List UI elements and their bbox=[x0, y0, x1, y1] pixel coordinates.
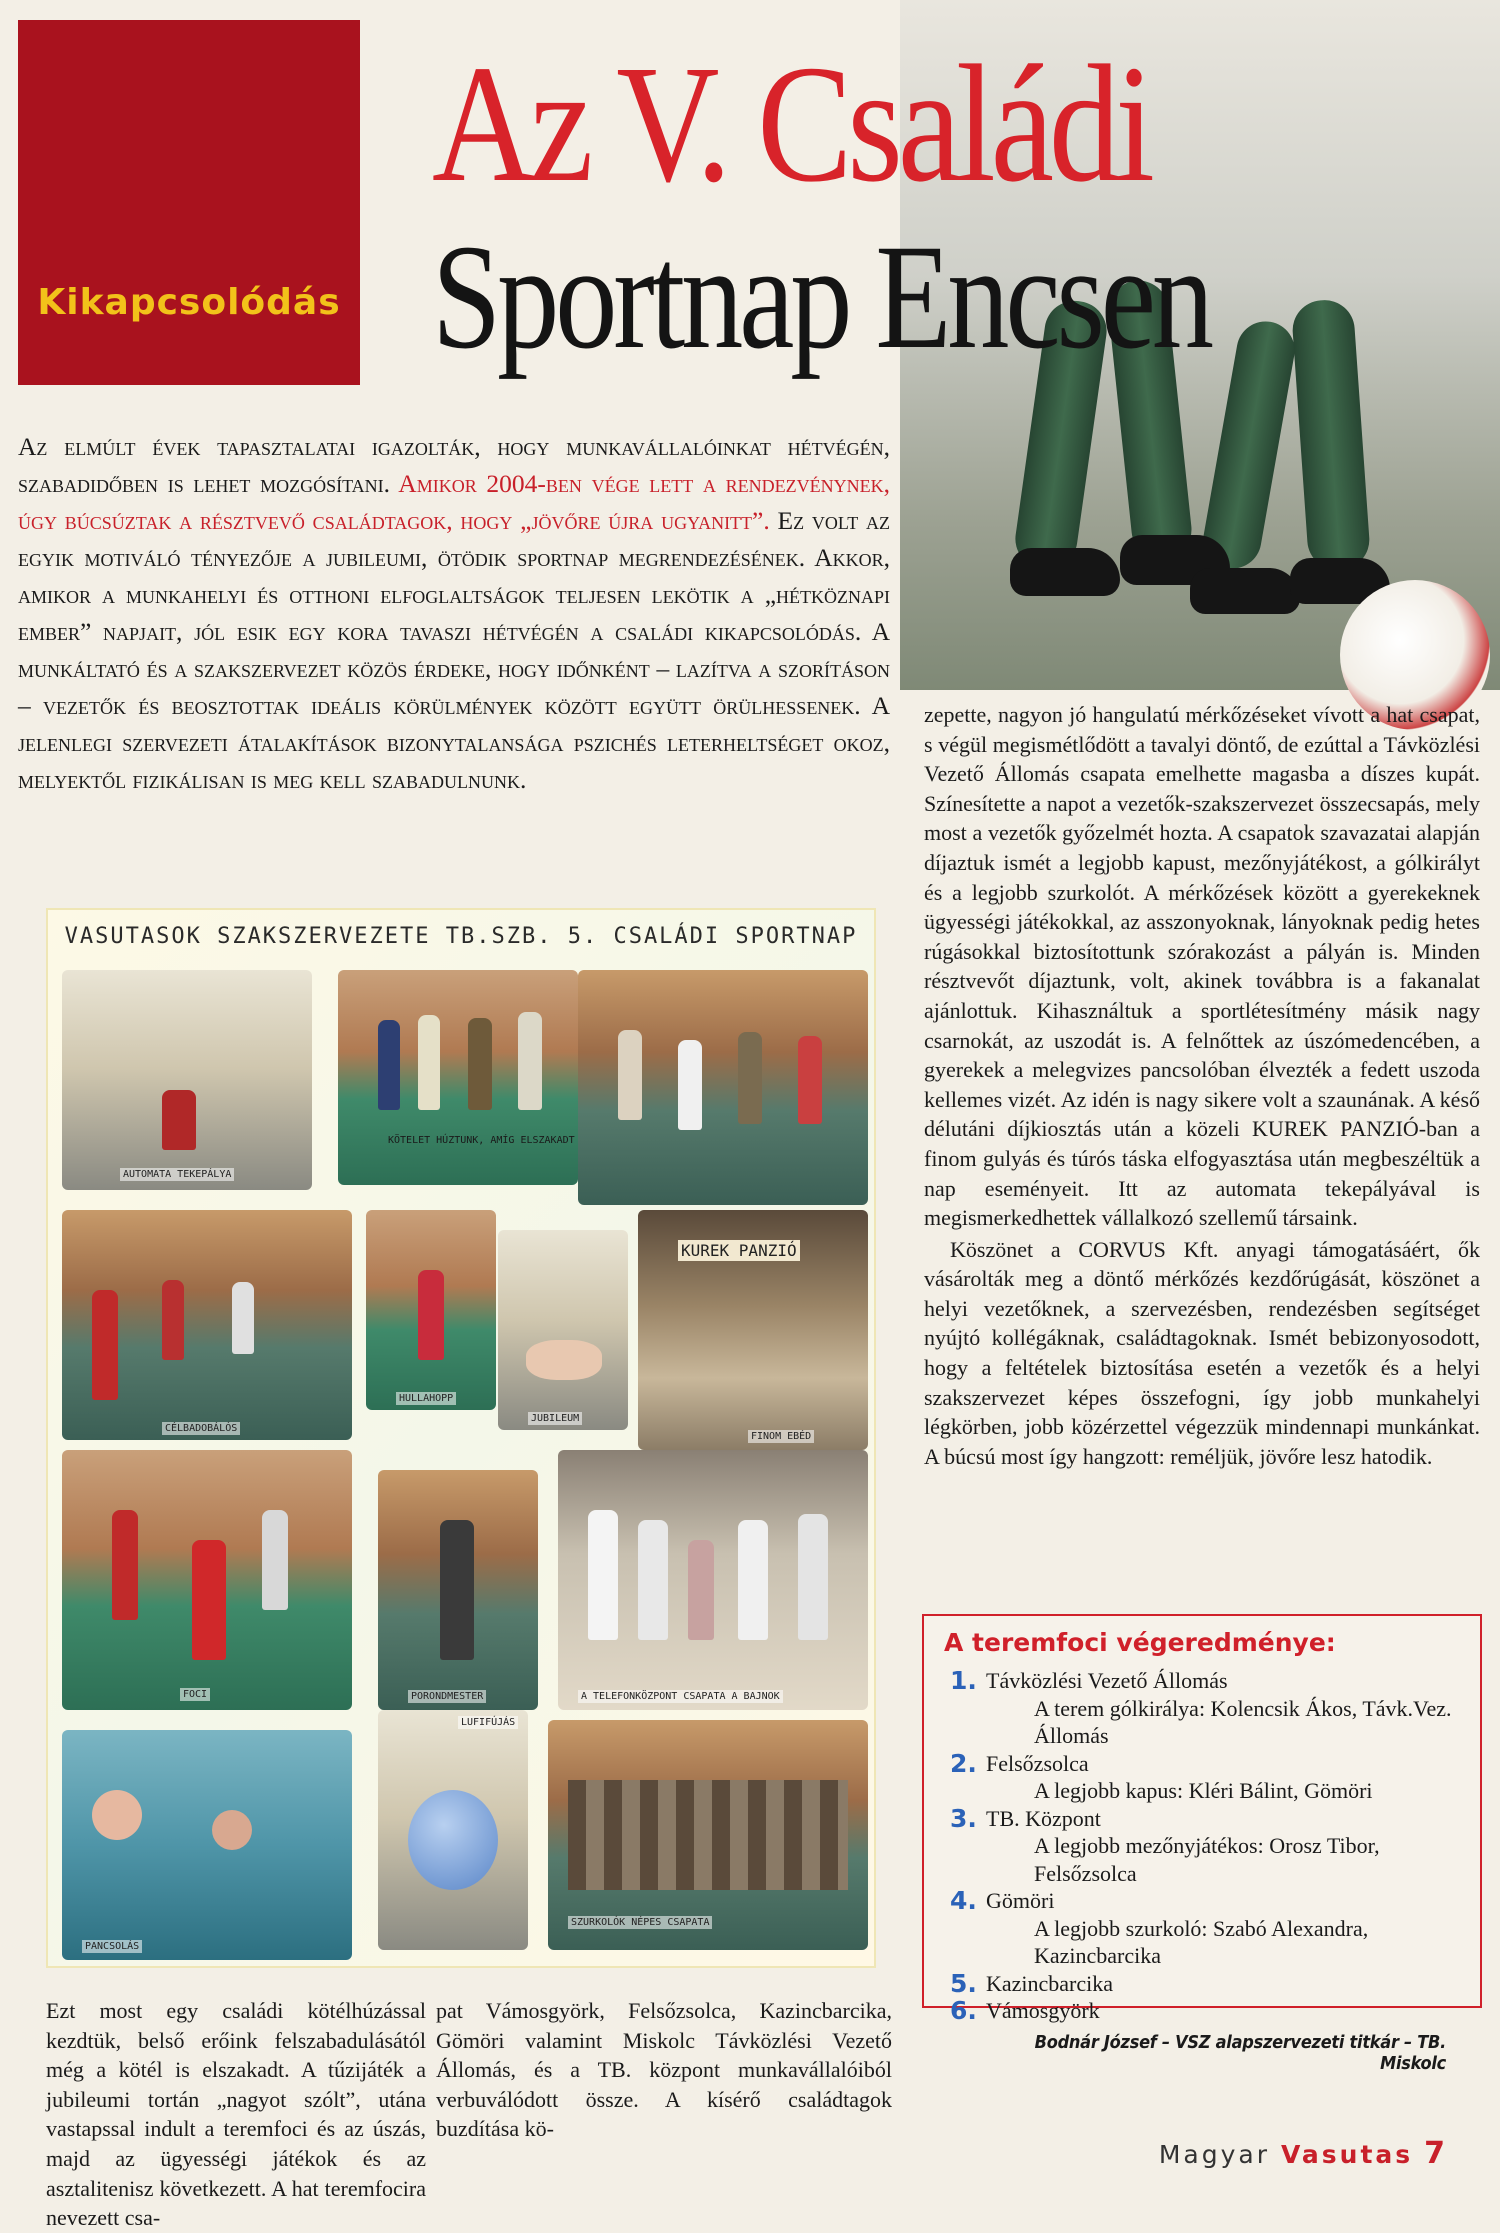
body-column-2: pat Vámosgyörk, Felsőzsolca, Kazincbarcika, Gömöri valamint Miskolc Távközlési Vezető Állomás, és a TB. központ munkavállalóiból verbuválódott össze. A kísérő családtagok buzdítása kö- bbox=[436, 1998, 892, 2142]
caption-finom-ebed: FINOM EBÉD bbox=[748, 1430, 814, 1443]
award-text: A legjobb szurkoló: Szabó Alexandra, Kazincbarcika bbox=[1034, 1915, 1369, 1968]
headline-line1: Az V. Családi bbox=[432, 31, 1150, 217]
leg-shape bbox=[1199, 317, 1300, 573]
result-item bbox=[950, 1997, 1480, 2025]
team-name: Kazincbarcika bbox=[986, 1970, 1114, 1996]
person-figure bbox=[112, 1510, 138, 1620]
shoe-shape bbox=[1010, 548, 1120, 596]
person-figure bbox=[798, 1036, 822, 1124]
team-name bbox=[986, 1805, 1480, 1888]
team-label: Távközlési Vezető Állomás bbox=[986, 1668, 1228, 1693]
photo-telefonkozpont-csapat bbox=[558, 1450, 868, 1710]
person-figure bbox=[162, 1090, 196, 1150]
caption-hullahopp: HULLAHOPP bbox=[396, 1392, 456, 1405]
person-figure bbox=[92, 1290, 118, 1400]
result-item bbox=[950, 1970, 1480, 1998]
person-figure bbox=[798, 1514, 828, 1640]
photo-porondmester bbox=[378, 1470, 538, 1710]
magazine-name: Magyar bbox=[1158, 2140, 1270, 2169]
crowd-shape bbox=[568, 1780, 848, 1890]
person-figure bbox=[262, 1510, 288, 1610]
team-name bbox=[986, 1887, 1480, 1970]
caption-foci: FOCI bbox=[180, 1688, 210, 1701]
award-text: A legjobb kapus: Kléri Bálint, Gömöri bbox=[1034, 1778, 1373, 1803]
rank-number: 6. bbox=[950, 1996, 977, 2025]
award-text: A terem gólkirálya: Kolencsik Ákos, Távk.Vez. Állomás bbox=[1034, 1695, 1452, 1748]
result-item bbox=[950, 1805, 1480, 1888]
person-figure bbox=[678, 1040, 702, 1130]
person-figure bbox=[468, 1018, 492, 1110]
person-figure bbox=[638, 1520, 668, 1640]
person-figure bbox=[378, 1020, 400, 1110]
photo-kotelhuzas-2 bbox=[578, 970, 868, 1205]
team-name: Vámosgyörk bbox=[986, 1998, 1100, 2023]
team-label: TB. Központ bbox=[986, 1805, 1101, 1831]
body-paragraph: zepette, nagyon jó hangulatú mérkőzéseket vívott a hat csapat, s végül megismétlődött a tavalyi döntő, de ezúttal a Távközlési Vezető Állomás csapata emelhette magasba a díszes kupát. Színesítette a napot a vezetők-szakszervezet összecsapás, mely most a vezetők győzelmét hozta. A csapatok szavazatai alapján díjaztuk ismét a legjobb kapust, mezőnyjátékost, a gólkirályt és a legjobb szurkolót. A mérkőzések között a gyerekeknek ügyességi játékokkal, az asszonyoknak, lányoknak pedig hetes rúgásokkal biztosítottunk szórakozást a pályán is. Minden résztvevőt díjaztunk, volt, akinek továbbra is a fakanalat ajánlottuk. Kihasználtuk a sportlétesítmény másik nagy csarnokát, az uszodát is. A felnőttek az úszómedencében, a gyerekek a melegvizes pancsolóban élvezték a fedett uszoda kellemes vizét. Az idén is nagy sikere volt a szaunának. A késő délutáni díjkiosztás után a közeli KUREK PANZIÓ-ban a finom gulyás és túrós táska elfogyasztása után megbeszéltük a nap eseményeit. Itt az automata tekepályával is megismerkedhettek vállalkozó szellemű társaink. bbox=[924, 702, 1480, 1231]
person-head bbox=[92, 1790, 142, 1840]
section-box bbox=[18, 20, 360, 385]
section-kicker: Kikapcsolódás bbox=[37, 282, 341, 323]
lead-highlight: Amikor 2004-ben vége lett a rendezvénynek, úgy búcsúztak a résztvevő családtagok, hogy „jövőre újra ugyanitt”. bbox=[18, 469, 890, 535]
page-footer bbox=[1159, 2136, 1448, 2171]
caption-telefonkozpont: A TELEFONKÖZPONT CSAPATA A BAJNOK bbox=[578, 1690, 783, 1703]
leg-shape bbox=[1291, 298, 1372, 572]
rank-number: 2. bbox=[950, 1748, 977, 1778]
photo-jubileum bbox=[498, 1230, 628, 1430]
body-paragraph: Köszönet a CORVUS Kft. anyagi támogatásáért, ők vásárolták meg a döntő mérkőzés kezdőrúgását, köszönet a helyi vezetőknek, a szervezésben, rendezésben segítséget nyújtó kollégáknak, családtagoknak. Ismét bebizonyosodott, hogy a feltételek biztosítása esetén a vezetők és a helyi szakszervezet képes összefogni, így jobb munkahelyi légkörben, jobb közérzettel végezzük mindennapi munkánkat. A búcsú most így hangzott: reméljük, jövőre lesz hatodik. bbox=[924, 1236, 1480, 1469]
photo-szurkolok bbox=[548, 1720, 868, 1950]
result-item bbox=[950, 1750, 1480, 1805]
lead-paragraph bbox=[18, 428, 890, 798]
person-head bbox=[212, 1810, 252, 1850]
balloon-shape bbox=[408, 1790, 498, 1890]
team-name bbox=[986, 1667, 1480, 1750]
rank-number: 1. bbox=[950, 1666, 977, 1695]
author-byline: Bodnár József – VSZ alapszervezeti titkár – TB. Miskolc bbox=[1034, 2032, 1446, 2074]
team-name bbox=[986, 1750, 1480, 1805]
person-figure bbox=[162, 1280, 184, 1360]
photo-kotelhuzas bbox=[338, 970, 578, 1185]
result-item bbox=[950, 1667, 1480, 1750]
results-box bbox=[922, 1614, 1482, 2025]
body-column-3 bbox=[924, 700, 1480, 1471]
rank-number: 3. bbox=[950, 1803, 977, 1833]
headline-line2: Sportnap Encsen bbox=[432, 214, 1210, 380]
caption-jubileum: JUBILEUM bbox=[528, 1412, 582, 1425]
photo-hullahopp bbox=[366, 1210, 496, 1410]
person-figure bbox=[418, 1015, 440, 1110]
photo-celbadobas bbox=[62, 1210, 352, 1440]
photo-foci bbox=[62, 1450, 352, 1710]
team-label: Felsőzsolca bbox=[986, 1750, 1089, 1776]
lead-text-rest: Ez volt az egyik motiváló tényezője a jubileumi, ötödik sportnap megrendezésének. Akkor, amikor a munkahelyi és otthoni elfoglaltságok teljesen lekötik a „hétköznapi ember” napjait, jól esik egy kora tavaszi hétvégén a családi kikapcsolódás. A munkáltató és a szakszervezet közös érdeke, hogy időnként – lazítva a szorításon – vezetők és beosztottak ideális körülmények között együtt örülhessenek. A jelenlegi szervezeti átalakítások bizonytalansága pszichés leterheltséget okoz, melyektől fizikálisan is meg kell szabadulnunk. bbox=[18, 506, 890, 794]
person-figure bbox=[588, 1510, 618, 1640]
caption-kotel: KÖTELET HÚZTUNK, AMÍG ELSZAKADT bbox=[388, 1135, 575, 1146]
results-title: A teremfoci végeredménye: bbox=[944, 1628, 1336, 1657]
cake-shape bbox=[526, 1340, 602, 1380]
caption-szurkolok: SZURKOLÓK NÉPES CSAPATA bbox=[568, 1916, 712, 1929]
rank-number: 5. bbox=[950, 1968, 977, 1998]
person-figure bbox=[192, 1540, 226, 1660]
caption-celbadobas: CÉLBADOBÁLÓS bbox=[162, 1422, 240, 1435]
person-figure bbox=[688, 1540, 714, 1640]
person-figure bbox=[738, 1520, 768, 1640]
results-list bbox=[950, 1667, 1480, 2025]
person-figure bbox=[418, 1270, 444, 1360]
photo-tekepalya bbox=[62, 970, 312, 1190]
person-figure bbox=[440, 1520, 474, 1660]
shoe-shape bbox=[1190, 568, 1300, 614]
magazine-name-accent: Vasutas bbox=[1280, 2140, 1414, 2169]
team-label: Gömöri bbox=[986, 1888, 1055, 1913]
photo-kurek-panzio bbox=[638, 1210, 868, 1450]
person-figure bbox=[518, 1012, 542, 1110]
person-figure bbox=[232, 1282, 254, 1354]
panzio-sign: KUREK PANZIÓ bbox=[678, 1240, 800, 1261]
rank-number: 4. bbox=[950, 1886, 977, 1915]
caption-lufifujas: LUFIFÚJÁS bbox=[458, 1716, 518, 1729]
caption-tekepalya: AUTOMATA TEKEPÁLYA bbox=[120, 1168, 234, 1181]
photo-lufifujas bbox=[378, 1710, 528, 1950]
person-figure bbox=[738, 1032, 762, 1124]
caption-pancsolas: PANCSOLÁS bbox=[82, 1940, 142, 1953]
award-text: A legjobb mezőnyjátékos: Orosz Tibor, Felsőzsolca bbox=[1034, 1833, 1380, 1886]
result-item bbox=[950, 1887, 1480, 1970]
photo-collage bbox=[46, 908, 876, 1968]
collage-title: VASUTASOK SZAKSZERVEZETE TB.SZB. 5. CSALÁDI SPORTNAP bbox=[64, 924, 858, 949]
photo-pancsolas bbox=[62, 1730, 352, 1960]
page-number: 7 bbox=[1424, 2136, 1448, 2171]
lead-text: Az elmúlt évek tapasztalatai igazolták, hogy munkavállalóinkat hétvégén, szabadidőben is lehet mozgósítani. bbox=[18, 432, 890, 498]
caption-porondmester: PORONDMESTER bbox=[408, 1690, 486, 1703]
body-column-1: Ezt most egy családi kötélhúzással kezdtük, belső erőink felszabadulásától még a kötél is elszakadt. A tűzijáték a jubileumi tortán „nagyot szólt”, utána vastapssal indult a teremfoci és az úszás, majd az ügyességi játékok és az asztalitenisz következett. A hat teremfocira nevezett csa- bbox=[46, 1998, 426, 2231]
person-figure bbox=[618, 1030, 642, 1120]
